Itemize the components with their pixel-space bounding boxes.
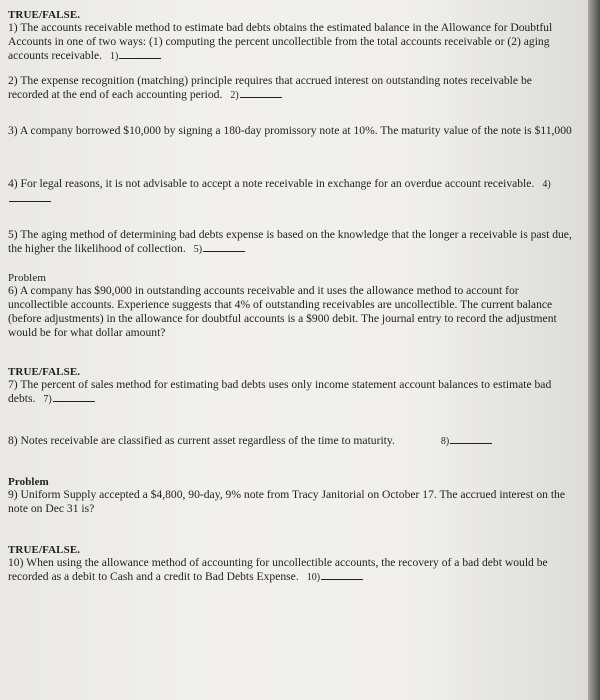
- question-2-answer-label: 2): [230, 90, 239, 101]
- question-8-text: 8) Notes receivable are classified as current asset regardless of the time to maturity.: [8, 434, 395, 447]
- question-4-answer-label: 4): [542, 179, 551, 190]
- page-edge-shadow: [588, 0, 600, 700]
- question-7: [8, 378, 572, 407]
- section-heading-problem-2: Problem: [8, 476, 49, 488]
- question-5-answer-blank[interactable]: [203, 242, 245, 252]
- question-3: [8, 124, 572, 138]
- question-5-text: 5) The aging method of determining bad debts expense is based on the knowledge that the longer a receivable is past due, the higher the likelihood of collection.: [8, 228, 572, 255]
- question-7-answer-label: 7): [43, 394, 52, 405]
- question-6: [8, 284, 572, 340]
- section-heading-true-false-1: TRUE/FALSE.: [8, 9, 81, 21]
- question-7-answer-blank[interactable]: [53, 392, 95, 402]
- question-9: [8, 488, 572, 516]
- question-1-answer-blank[interactable]: [119, 49, 161, 59]
- question-2-answer-blank[interactable]: [240, 88, 282, 98]
- question-5: [8, 228, 572, 257]
- question-10-text: 10) When using the allowance method of accounting for uncollectible accounts, the recovery of a bad debt would be recorded as a debit to Cash and a credit to Bad Debts Expense.: [8, 556, 548, 583]
- question-4: [8, 177, 572, 206]
- question-5-answer-label: 5): [193, 244, 203, 255]
- question-10-answer-blank[interactable]: [321, 570, 363, 580]
- question-4-text: 4) For legal reasons, it is not advisable to accept a note receivable in exchange for an overdue account receivable.: [8, 177, 535, 190]
- question-8-answer-blank[interactable]: [450, 434, 492, 444]
- question-2-text: 2) The expense recognition (matching) principle requires that accrued interest on outstanding notes receivable be recorded at the end of each accounting period.: [8, 74, 532, 101]
- question-6-text: 6) A company has $90,000 in outstanding accounts receivable and it uses the allowance method to account for uncollectible accounts. Experience suggests that 4% of outstanding receivables are uncollectible. The current balance (before adjustments) in the allowance for doubtful accounts is a $900 debit. The journal entry to record the adjustment would be for what dollar amount?: [8, 284, 557, 339]
- question-1-text: 1) The accounts receivable method to estimate bad debts obtains the estimated balance in the Allowance for Doubtful Accounts in one of two ways: (1) computing the percent uncollectible from the total accounts receivable or (2) aging accounts receivable.: [8, 21, 553, 62]
- question-10: [8, 556, 572, 585]
- question-1-answer-label: 1): [109, 51, 119, 62]
- section-heading-true-false-3: TRUE/FALSE.: [8, 544, 81, 556]
- question-3-text: 3) A company borrowed $10,000 by signing a 180-day promissory note at 10%. The maturity value of the note is $11,000: [8, 124, 572, 137]
- question-8-answer-label: 8): [440, 436, 450, 447]
- question-10-answer-label: 10): [306, 572, 321, 583]
- section-heading-problem-1: Problem: [8, 272, 46, 284]
- question-2: [8, 74, 572, 103]
- question-7-text: 7) The percent of sales method for estimating bad debts uses only income statement account balances to estimate bad debts.: [8, 378, 552, 405]
- section-heading-true-false-2: TRUE/FALSE.: [8, 366, 81, 378]
- question-8: [8, 434, 572, 449]
- question-4-answer-blank[interactable]: [9, 192, 51, 202]
- question-1: [8, 21, 572, 64]
- question-9-text: 9) Uniform Supply accepted a $4,800, 90-day, 9% note from Tracy Janitorial on October 17. The accrued interest on the note on Dec 31 is?: [8, 488, 565, 515]
